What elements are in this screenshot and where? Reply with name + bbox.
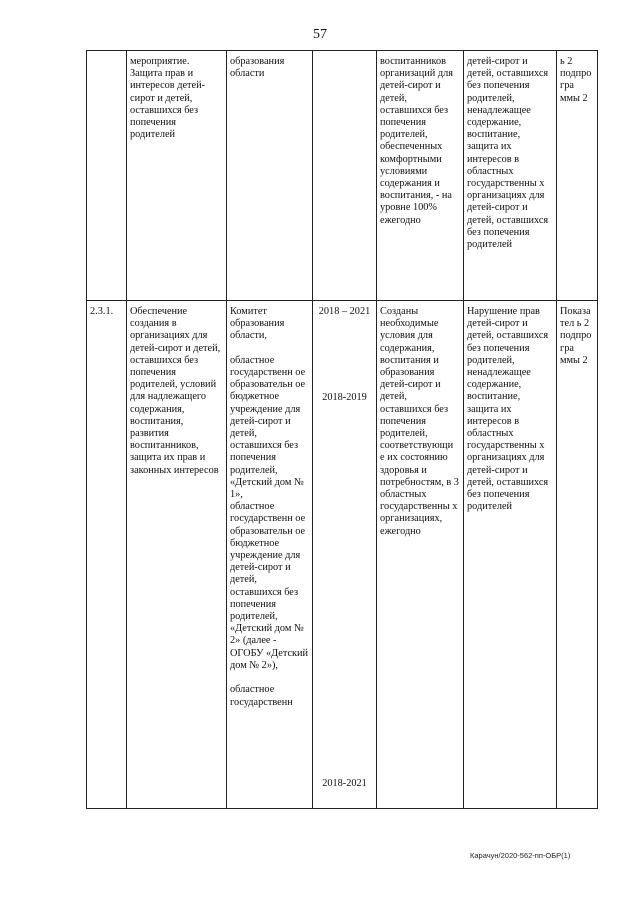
table-row-2-3-1 (87, 301, 598, 809)
document-footer-id: Карачун/2020-562-пп-ОБР(1) (470, 851, 571, 860)
years-period-3: 2018-2021 (322, 778, 367, 789)
cell-result: воспитанников организаций для детей-сирот и детей, оставшихся без попечения родителей, обеспеченных комфортными условиями содержания и воспитания, - на уровне 100% ежегодно (377, 51, 464, 301)
cell-indicator: Показател ь 2 подпрогра ммы 2 (557, 301, 598, 809)
years-period-2: 2018-2019 (322, 392, 367, 403)
cell-years (313, 301, 377, 809)
years-period-1: 2018 – 2021 (318, 306, 371, 317)
cell-consequence: Нарушение прав детей-сирот и детей, оставшихся без попечения родителей, ненадлежащее содержание, воспитание, защита их интересов в областных государственны х организациях для детей-сирот и детей, оставшихся без попечения родителей (464, 301, 557, 809)
cell-event: мероприятие. Защита прав и интересов детей-сирот и детей, оставшихся без попечения родителей (127, 51, 227, 301)
cell-number (87, 51, 127, 301)
page-number: 57 (313, 27, 327, 42)
table-row-continuation (87, 51, 598, 301)
cell-years (313, 51, 377, 301)
cell-executor: образования области (227, 51, 313, 301)
cell-result: Созданы необходимые условия для содержания, воспитания и образования детей-сирот и детей, оставшихся без попечения родителей, соответствующи е их состоянию здоровья и потребностям, в 3 областных государственны х организациях, ежегодно (377, 301, 464, 809)
cell-executor: Комитет образования области, областное государственн ое образовательн ое бюджетное учреждение для детей-сирот и детей, оставшихся без попечения родителей, «Детский дом № 1», областное государственн ое образовательн ое бюджетное учреждение для детей-сирот и детей, оставшихся без попечения родителей, «Детский дом № 2» (далее - ОГОБУ «Детский дом № 2»), областное государственн (227, 301, 313, 809)
cell-number: 2.3.1. (87, 301, 127, 809)
cell-consequence: детей-сирот и детей, оставшихся без попечения родителей, ненадлежащее содержание, воспитание, защита их интересов в областных государственны х организациях для детей-сирот и детей, оставшихся без попечения родителей (464, 51, 557, 301)
program-table (86, 50, 598, 809)
cell-indicator: ь 2 подпрогра ммы 2 (557, 51, 598, 301)
cell-event: Обеспечение создания в организациях для детей-сирот и детей, оставшихся без попечения родителей, условий для надлежащего содержания, воспитания, развития воспитанников, защита их прав и законных интересов (127, 301, 227, 809)
